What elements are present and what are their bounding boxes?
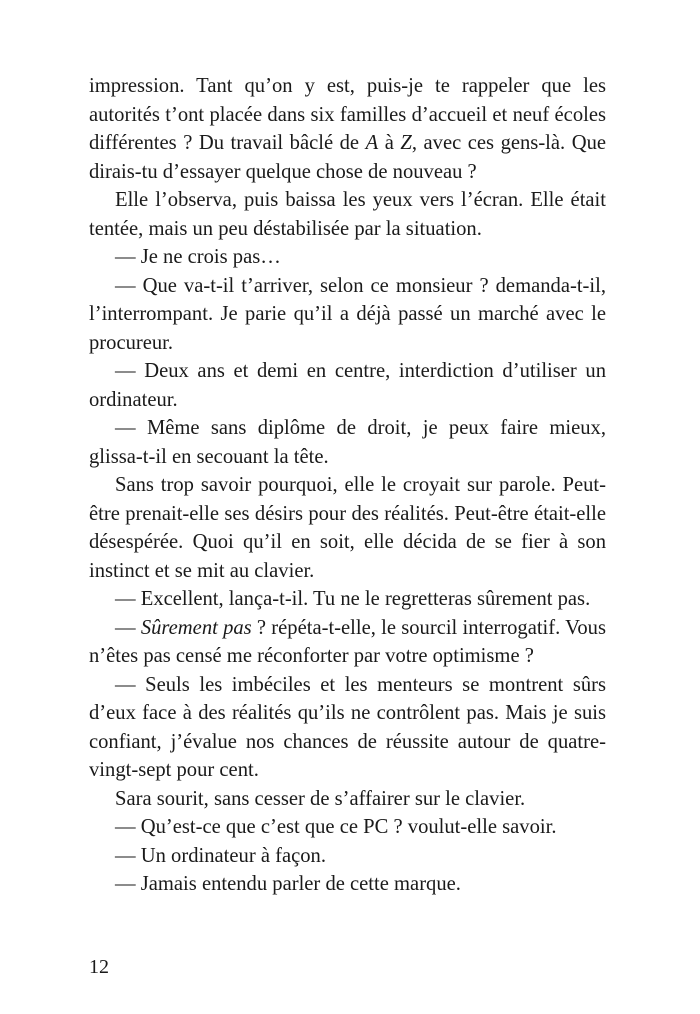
italic-surement-pas: Sûrement pas (140, 616, 252, 639)
page-number: 12 (89, 956, 109, 978)
dialogue-line-1: — Je ne crois pas… (115, 246, 281, 268)
paragraph-1-part-2: , avec ces gens-là. Que dirais-tu d’essayer quelque chose de nouveau ? (89, 132, 607, 183)
paragraph-11: Sara sourit, sans cesser de s’affairer sur le clavier. (115, 787, 526, 810)
paragraph-2: Elle l’observa, puis baissa les yeux vers l’écran. Elle était tentée, mais un peu déstabilisée par la situation. (89, 189, 606, 240)
paragraph-7: Sans trop savoir pourquoi, elle le croyait sur parole. Peut-être prenait-elle ses désirs pour des réalités. Peut-être était-elle désespérée. Quoi qu’il en soit, elle décida de se fier à son instinct et se mit au clavier. (89, 474, 606, 582)
dialogue-line-3: — Deux ans et demi en centre, interdiction d’utiliser un ordinateur. (89, 360, 606, 411)
dialogue-line-5: — Excellent, lança-t-il. Tu ne le regretteras sûrement pas. (115, 588, 591, 610)
dialogue-line-10: — Jamais entendu parler de cette marque. (115, 873, 461, 895)
dialogue-line-9: — Un ordinateur à façon. (115, 844, 327, 867)
book-page-text (89, 72, 606, 899)
paragraph-1-part-1: impression. Tant qu’on y est, puis-je te rappeler que les autorités t’ont placée dans six familles d’accueil et neuf écoles différentes ? Du travail bâclé de (89, 75, 606, 154)
dialogue-line-7: — Seuls les imbéciles et les menteurs se montrent sûrs d’eux face à des réalités qu’ils ne contrôlent pas. Mais je suis confiant, j’évalue nos chances de réussite autour de quatre-vingt-sept pour cent. (89, 673, 606, 781)
paragraph-1: impression. Tant qu’on y est, puis-je te rappeler que les autorités t’ont placée dans six familles d’accueil et neuf écoles différentes ? Du travail bâclé de A à Z, avec ces gens-là. Que dirais-tu d’essayer quelque chose de nouveau ? (89, 75, 607, 183)
italic-letter-z: Z (400, 132, 412, 154)
dialogue-line-4: — Même sans diplôme de droit, je peux faire mieux, glissa-t-il en secouant la tête. (89, 417, 606, 468)
italic-letter-a: A (365, 132, 379, 154)
dialogue-line-6: — Sûrement pas ? répéta-t-elle, le sourcil interrogatif. Vous n’êtes pas censé me réconforter par votre optimisme ? (89, 616, 606, 667)
dialogue-line-8: — Qu’est-ce que c’est que ce PC ? voulut-elle savoir. (115, 816, 557, 838)
dialogue-line-2: — Que va-t-il t’arriver, selon ce monsieur ? demanda-t-il, l’interrompant. Je parie qu’il a déjà passé un marché avec le procureur. (89, 274, 606, 354)
dialogue-line-6-rest: ? répéta-t-elle, le sourcil interrogatif. Vous n’êtes pas censé me réconforter par votre optimisme ? (89, 616, 606, 667)
